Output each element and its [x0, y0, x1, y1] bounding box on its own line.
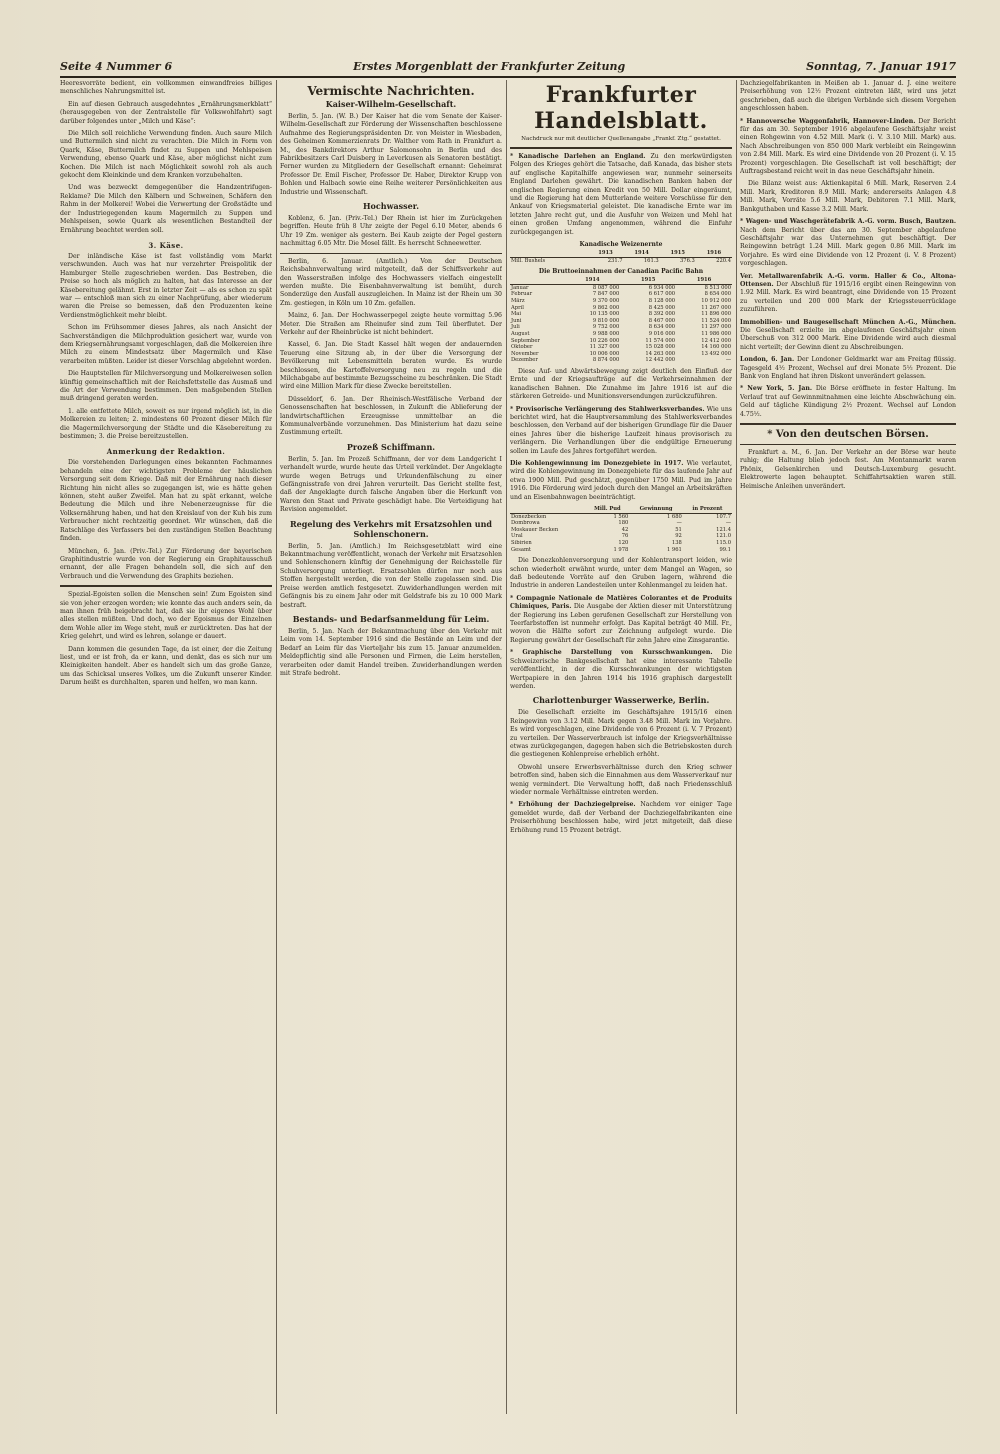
column-3: [510, 80, 732, 1414]
paragraph: Die Bilanz weist aus: Aktienkapital 6 Mill. Mark, Reserven 2.4 Mill. Mark, Kreditoren 8.9 Mill. Mark; andererseits Anlagen 4.8 Mill. Mark, Vorräte 5.6 Mill. Mark, Debitoren 7.1 Mill. Mark, Bankguthaben und Kasse 3.2 Mill. Mark.: [740, 180, 956, 213]
paragraph: Die vorstehenden Darlegungen eines bekannten Fachmannes behandeln eine der wichtigsten Probleme der häuslichen Versorgung seit dem Kriege. Daß mit der Ernährung nach dieser Richtung hin nicht alles so zugegangen ist, wie es hätte gehen können, steht außer Zweifel. Man hat zu spät erkannt, welche Bedeutung die Milch und ihre Nebenerzeugnisse für die Volksernährung haben, und hat den Kreislauf von der Kuh bis zum Verbraucher nicht rechtzeitig geordnet. Wir wünschen, daß die Ratschläge des Verfassers bei den zuständigen Stellen Beachtung finden.: [60, 459, 272, 543]
table-cell: März: [511, 298, 525, 305]
paragraph: Die Milch soll reichliche Verwendung finden. Auch saure Milch und Buttermilch sind nicht zu verachten. Die Milch in Form von Quark, Käse, Buttermilch findet zu Suppen und Mehlspeisen Verwendung, ebenso Quark und Käse, aber möglichst nicht zum Kochen. Die Milch ist nach Möglichkeit sowohl roh als auch gekocht dem Kleinkinde und dem Kranken vorzubehalten.: [60, 130, 272, 180]
section-heading: 3. Käse.: [148, 240, 184, 250]
coal-table: [510, 506, 732, 553]
article-text: Nachdem vor einiger Tage gemeldet wurde, daß der Verband der Dachziegelfabrikanten eine Preiserhöhung beschlossen habe, wird jetzt mitgeteilt, daß diese Erhöhung rund 15 Prozent beträgt.: [510, 801, 732, 834]
table-row: [510, 311, 732, 318]
table-row: [510, 533, 732, 540]
table-header-cell: Gewinnung: [629, 506, 683, 513]
paragraph: Spezial-Egoisten sollen die Menschen sein! Zum Egoisten sind sie von jeher erzogen worden; wie konnte das auch anders sein, da man ihnen früh beigebracht hat, daß sie ihr eigenes Wohl über alles stellen müßten. Und doch, wo der Egoismus der Einzelnen dem Wohle aller im Wege steht, muß er zurücktreten. Das hat der Krieg gelehrt, und wird es lehren, solange er dauert.: [60, 591, 272, 641]
article-text: Die Ausgabe der Aktien dieser mit Unterstützung der Regierung ins Leben gerufenen Gesellschaft zur Herstellung von Teerfarbstoffen ist nunmehr erfolgt. Das Kapital beträgt 40 Mill. Fr., wovon die Hälfte sofort zur Zeichnung aufgelegt wurde. Die Regierung gewährt der Gesellschaft für zehn Jahre eine Zinsgarantie.: [510, 603, 732, 644]
table-cell: Moskauer Becken: [511, 526, 559, 533]
table-header-cell: [510, 506, 585, 513]
table-row: [510, 357, 732, 364]
table-cell: —: [725, 520, 731, 527]
column-rule: [276, 80, 277, 1414]
article-heading: * Provisorische Verlängerung des Stahlwerksverbandes.: [510, 405, 705, 413]
section-heading: * Von den deutschen Börsen.: [767, 429, 929, 441]
table-row: [510, 291, 732, 298]
table-cell: 10 006 000: [589, 350, 620, 357]
table-cell: 10 912 000: [701, 298, 731, 305]
table-body: [510, 513, 732, 553]
table-cell: 9 810 000: [592, 317, 620, 324]
divider: [60, 585, 272, 587]
table-cell: 11 896 000: [701, 311, 731, 318]
table-header-row: [510, 506, 732, 513]
table-cell: 161.3: [643, 257, 659, 264]
table-cell: 9 016 000: [648, 331, 676, 337]
paragraph: [740, 218, 956, 268]
table-row: [510, 527, 732, 534]
table-cell: 8 634 000: [648, 324, 676, 331]
section-title: Vermischte Nachrichten.: [307, 84, 475, 98]
paragraph: Berlin, 5. Jan. (W. B.) Der Kaiser hat die vom Senate der Kaiser-Wilhelm-Gesellschaft zur Förderung der Wissenschaften beschlossene Aufnahme des Regierungspräsidenten Dr. von Meister in Wiesbaden, des Geheimen Kommerzienrats Dr. Walther vom Rath in Frankfurt a. M., des Bankdirektors Arthur Salomonsohn in Berlin und des Fabrikbesitzers Carl Duisberg in Leverkusen als Senatoren bestätigt. Ferner wurden zu Mitgliedern der Gesellschaft ernannt: Geheimrat Professor Dr. Emil Fischer, Professor Dr. Haber, Direktor Krupp von Bohlen und Halbach sowie eine Reihe weiterer Persönlichkeiten aus Industrie und Wissenschaft.: [280, 113, 502, 196]
table-cell: 120: [618, 540, 629, 547]
table-cell: Juni: [511, 317, 522, 324]
table-row: [510, 344, 732, 351]
table-cell: 1 961: [666, 546, 682, 553]
paragraph: Heeresvorräte bedient, ein vollkommen einwandfreies billiges menschliches Nahrungsmittel ist.: [60, 80, 272, 96]
table-header-cell: [510, 277, 564, 284]
table-title: Kanadische Weizenernte: [579, 241, 663, 249]
article-heading: * Hannoversche Waggonfabrik, Hannover-Linden.: [740, 117, 916, 125]
paragraph: Frankfurt a. M., 6. Jan. Der Verkehr an der Börse war heute ruhig; die Haltung blieb jedoch fest. Am Montanmarkt waren Phönix, Gelsenkirchen und Deutsch-Luxemburg gesucht. Elektrowerte lagen behauptet. Schiffahrtsaktien waren still. Heimische Anleihen unverändert.: [740, 449, 956, 490]
article-text: Die Gesellschaft erzielte im abgelaufenen Geschäftsjahr einen Überschuß von 312 000 Mark. Eine Dividende wird auch diesmal nicht verteilt; der Gewinn dient zu Abschreibungen.: [740, 326, 956, 351]
table-cell: 8 874 000: [592, 357, 620, 364]
article-text: Die Börse eröffnete in fester Haltung. Im Verlauf trat auf Gewinnmitnahmen eine leichte Abschwächung ein. Geld auf tägliche Kündigung 2½ Prozent. Wechsel auf London 4.75½.: [740, 385, 956, 418]
article-heading: * New York, 5. Jan.: [740, 385, 812, 393]
paragraph: München, 6. Jan. (Priv.-Tel.) Zur Förderung der bayerischen Graphitindustrie wurde von der Regierung ein Graphitausschuß ernannt, der alle Fragen behandeln soll, die sich auf den Verbrauch und die Verwendung des Graphits beziehen.: [60, 547, 272, 580]
paragraph: Der inländische Käse ist fast vollständig vom Markt verschwunden. Auch was hat nur verzehrter Preispolitik der Hamburger Stelle zugeschrieben werden. Das Bestreben, die Preise so hoch als möglich zu halten, hat das Interesse an der Käsebereitung gelähmt. Erst in letzter Zeit — als es schon zu spät war — entschloß man sich zu einer Nachprüfung, aber wiederum waren die Preise so bemessen, daß den Produzenten keine Verdienstmöglichkeit mehr bleibt.: [60, 252, 272, 319]
article-heading: * Kanadische Darlehen an England.: [510, 153, 646, 160]
article-text: Nach dem Bericht über das am 30. September abgelaufene Geschäftsjahr war das Unternehmen gut beschäftigt. Der Reingewinn beträgt 1.24 Mill. Mark gegen 0.86 Mill. Mark im Vorjahre. Es wird eine Dividende von 12 Prozent (i. V. 8 Prozent) vorgeschlagen.: [740, 226, 956, 268]
table-header-cell: 1913: [587, 250, 623, 257]
table-cell: 92: [675, 533, 682, 540]
paragraph: [510, 460, 732, 502]
table-cell: 1 560: [613, 513, 629, 520]
table-cell: August: [511, 331, 530, 337]
table-cell: 11 524 000: [701, 317, 731, 324]
table-row: [510, 298, 732, 305]
article-heading: * Wagen- und Waschgerätefabrik A.-G. vorm. Busch, Bautzen.: [740, 218, 956, 226]
table-cell: 8 513 000: [704, 284, 731, 291]
article-heading: London, 6. Jan.: [740, 356, 795, 364]
table-cell: 13 492 000: [701, 350, 731, 357]
table-cell: Februar: [511, 291, 533, 298]
table-cell: 10 226 000: [589, 337, 620, 344]
paragraph: 1. alle entfettete Milch, soweit es nur irgend möglich ist, in die Molkereien zu leiten; 2. mindestens 60 Prozent dieser Milch für die Magermilchversorgung der Städte und die Käsebereitung zu bestimmen; 3. die Preise bereitzustellen.: [60, 407, 272, 441]
paragraph: [740, 319, 956, 353]
table-body: [510, 284, 732, 364]
table-row: [510, 257, 732, 264]
table-cell: 7 847 000: [592, 291, 620, 298]
divider: [510, 147, 732, 149]
table-cell: 121.0: [716, 533, 731, 540]
table-row: [510, 338, 732, 345]
article-heading: Ver. Metallwarenfabrik A.-G. vorm. Haller & Co., Altona-Ottensen.: [740, 272, 956, 288]
table-header-cell: in Prozent: [683, 506, 732, 513]
table-cell: 9 988 000: [592, 331, 620, 337]
table-row: [510, 540, 732, 547]
article-text: Zu den merkwürdigsten Folgen des Krieges gehört die Tatsache, daß Kanada, das bisher stets auf englische Kapitalhilfe angewiesen war, nunmehr seinerseits England Darlehen gewährt. Die kanadischen Banken haben der englischen Regierung einen Kredit von 50 Mill. Dollar eingeräumt, und die Regierung hat dem Mutterlande weitere Vorschüsse für den Ankauf von Kriegsmaterial geleistet. Die kanadische Ernte war im letzten Jahre recht gut, und die Ausfuhr von Weizen und Mehl hat einen großen Umfang angenommen, während die Einfuhr zurückgegangen ist.: [510, 153, 732, 236]
article-text: Der Abschluß für 1915/16 ergibt einen Reingewinn von 1.92 Mill. Mark. Es wird beantragt, eine Dividende von 15 Prozent zu verteilen und 200 000 Mark der Kriegssteuerrücklage zuzuführen.: [740, 280, 956, 314]
table-cell: 1 978: [613, 546, 629, 553]
paragraph: [510, 595, 732, 645]
table-cell: 11 297 000: [701, 324, 731, 331]
paragraph: Kassel, 6. Jan. Die Stadt Kassel hält wegen der andauernden Teuerung eine Sitzung ab, in der über die Versorgung der Bevölkerung mit Lebensmitteln beraten wurde. Es wurde beschlossen, die Kartoffelversorgung neu zu regeln und die Milchabgabe auf bestimmte Bezugsscheine zu beschränken. Die Stadt wird eine Million Mark für diese Zwecke bereitstellen.: [280, 341, 502, 391]
table-row: [510, 331, 732, 338]
section-heading: Anmerkung der Redaktion.: [106, 447, 226, 457]
table-cell: 107.7: [716, 513, 731, 520]
paragraph: Berlin, 5. Jan. (Amtlich.) Im Reichsgesetzblatt wird eine Bekanntmachung veröffentlicht, wonach der Verkehr mit Ersatzsohlen und Sohlenschonern künftig der Genehmigung der Reichsstelle für Schuhversorgung unterliegt. Ersatzsohlen dürfen nur noch aus Stoffen hergestellt werden, die von der Stelle zugelassen sind. Die Preise werden amtlich festgesetzt. Zuwiderhandlungen werden mit Gefängnis bis zu einem Jahr oder mit Geldstrafe bis zu 10 000 Mark bestraft.: [280, 542, 502, 609]
column-1: [60, 80, 272, 1414]
table-cell: 8 392 000: [648, 311, 676, 318]
paragraph: Mainz, 6. Jan. Der Hochwasserpegel zeigte heute vormittag 5.96 Meter. Die Straßen am Rheinufer sind zum Teil überflutet. Der Verkehr auf der Rheinbrücke ist nicht behindert.: [280, 312, 502, 336]
table-cell: —: [725, 357, 731, 364]
paragraph: [510, 801, 732, 835]
table-title: Die Bruttoeinnahmen der Canadian Pacific Bahn: [538, 268, 704, 276]
paragraph: Schon im Frühsommer dieses Jahres, als nach Ansicht der Sachverständigen die Milchproduktion gesichert war, wurde von dem Kriegsernährungsamt vorgeschlagen, daß die Molkereien ihre Milch zu einem Mindestsatz über Magermilch und Käse verarbeiten müßten. Leider ist dieser Vorschlag abgelehnt worden.: [60, 324, 272, 365]
table-cell: Dezember: [511, 357, 538, 364]
table-cell: 9 752 000: [592, 324, 620, 331]
table-header-cell: 1915: [660, 250, 696, 257]
table-cell: Sibirien: [511, 540, 532, 547]
table-header-row: [510, 250, 732, 257]
paragraph: [740, 273, 956, 315]
table-cell: 8 087 000: [592, 284, 620, 291]
table-cell: 14 160 000: [701, 344, 731, 351]
table-cell: September: [511, 337, 540, 344]
table-cell: 220.4: [716, 257, 731, 264]
table-header-cell: 1914: [564, 277, 620, 284]
paragraph: [510, 406, 732, 456]
railway-table: [510, 277, 732, 364]
table-cell: 11 574 000: [645, 337, 676, 344]
table-cell: 42: [621, 526, 629, 533]
table-cell: 231.7: [607, 257, 623, 264]
table-row: [510, 318, 732, 325]
table-cell: 9 862 000: [592, 304, 620, 311]
paragraph: Berlin, 6. Januar. (Amtlich.) Von der Deutschen Reichsbahnverwaltung wird mitgeteilt, daß der Schiffsverkehr auf den Wasserstraßen infolge des Hochwassers vielfach eingestellt werden mußte. Die Eisenbahnverwaltung ist bemüht, durch Sonderzüge den Ausfall auszugleichen. In Mainz ist der Rhein um 30 Zm. gestiegen, in Köln um 10 Zm. gefallen.: [280, 257, 502, 307]
table-cell: Januar: [511, 284, 529, 291]
section-heading: Bestands- und Bedarfsanmeldung für Leim.: [292, 613, 490, 624]
section-subtitle: Kaiser-Wilhelm-Gesellschaft.: [325, 99, 457, 109]
table-row: [510, 520, 732, 527]
paragraph: Koblenz, 6. Jan. (Priv.-Tel.) Der Rhein ist hier im Zurückgehen begriffen. Heute früh 8 Uhr zeigte der Pegel 6.10 Meter, abends 6 Uhr 19 Zm. weniger als gestern. Bei Kaub zeigte der Pegel gestern nachmittag 6.05 Mtr. Die Mosel fällt. Es herrscht Schneewetter.: [280, 215, 502, 248]
wheat-table: [510, 250, 732, 264]
table-cell: 121.4: [716, 526, 731, 533]
paragraph: Berlin, 5. Jan. Nach der Bekanntmachung über den Verkehr mit Leim vom 14. September 1916 sind die Bestände an Leim und der Bedarf an Leim für das Vierteljahr bis zum 15. Januar anzumelden. Meldepflichtig sind alle Personen und Firmen, die Leim herstellen, verarbeiten oder damit Handel treiben. Zuwiderhandlungen werden mit Strafe bedroht.: [280, 627, 502, 677]
table-header-cell: [510, 250, 587, 257]
table-cell: 9 370 000: [592, 298, 620, 305]
table-cell: 1 680: [666, 513, 682, 520]
column-4: [740, 80, 956, 1414]
table-cell: 12 442 000: [645, 357, 676, 364]
table-header-cell: 1914: [624, 250, 660, 257]
paragraph: [740, 385, 956, 419]
masthead-title: Frankfurter Handelsblatt.: [534, 82, 708, 134]
table-row: [510, 284, 732, 291]
article-heading: Die Kohlengewinnung im Donezgebiete in 1917.: [510, 460, 684, 468]
paragraph: Obwohl unsere Erwerbsverhältnisse durch den Krieg schwer betroffen sind, haben sich die Einnahmen aus dem Wasserverkauf nur wenig vermindert. Die Verwaltung hofft, daß nach Friedensschluß wieder normale Verhältnisse eintreten werden.: [510, 763, 732, 796]
table-cell: 51: [675, 526, 682, 533]
article-heading: Immobilien- und Baugesellschaft München A.-G., München.: [740, 318, 956, 326]
section-heading: Prozeß Schiffmann.: [346, 441, 436, 452]
table-header-cell: 1915: [620, 277, 676, 284]
section-heading: Regelung des Verkehrs mit Ersatzsohlen und Sohlenschonern.: [289, 518, 492, 539]
table-cell: 6 617 000: [648, 291, 676, 298]
table-cell: Oktober: [511, 344, 533, 351]
table-cell: 11 986 000: [701, 331, 731, 337]
header-right: Sonntag, 7. Januar 1917: [806, 59, 956, 73]
article-heading: * Erhöhung der Dachziegelpreise.: [510, 801, 636, 809]
table-cell: —: [676, 520, 682, 527]
table-cell: Gesamt: [511, 546, 531, 553]
table-cell: Mai: [511, 311, 522, 318]
section-heading: Hochwasser.: [362, 201, 419, 212]
divider: [740, 444, 956, 445]
paragraph: Die Gesellschaft erzielte im Geschäftsjahre 1915/16 einen Reingewinn von 3.12 Mill. Mark gegen 3.48 Mill. Mark im Vorjahre. Es wird vorgeschlagen, eine Dividende von 6 Prozent (i. V. 7 Prozent) zu verteilen. Der Wasserverbrauch ist infolge der Kriegsverhältnisse etwas zurückgegangen, dagegen haben sich die Betriebskosten durch die gestiegenen Kohlenpreise erheblich erhöht.: [510, 709, 732, 759]
column-rule: [736, 80, 737, 1414]
divider: [280, 253, 502, 254]
table-cell: 8 128 000: [648, 298, 676, 305]
header-left: Seite 4 Nummer 6: [60, 59, 173, 73]
column-2: [280, 80, 502, 1414]
table-cell: 8 654 000: [704, 291, 731, 298]
table-cell: 8 425 000: [648, 304, 676, 311]
table-cell: 8 467 000: [648, 317, 676, 324]
table-cell: Mill. Bushels: [511, 257, 546, 264]
table-cell: 180: [618, 520, 629, 527]
paragraph: Die Hauptstellen für Milchversorgung und Molkereiwesen sollen künftig gemeinschaftlich mit der Reichsfettstelle das Ausmaß und die Art der Verwendung bestimmen. Den maßgebenden Stellen muß dringend geraten werden.: [60, 370, 272, 403]
header-center: Erstes Morgenblatt der Frankfurter Zeitung: [353, 59, 626, 73]
paragraph: [510, 649, 732, 691]
table-body: [510, 257, 732, 264]
article-text: Die Schweizerische Bankgesellschaft hat eine interessante Tabelle veröffentlicht, in der die Kursschwankungen der wichtigsten Wertpapiere in den Jahren 1914 bis 1916 graphisch dargestellt werden.: [510, 649, 732, 690]
table-header-cell: Mill. Pud: [585, 506, 629, 513]
table-cell: Ural: [511, 533, 523, 540]
table-cell: 10 135 000: [589, 311, 620, 318]
page-header: [60, 58, 956, 74]
article-heading: * Graphische Darstellung von Kursschwankungen.: [510, 649, 713, 657]
paragraph: Düsseldorf, 6. Jan. Der Rheinisch-Westfälische Verband der Genossenschaften hat beschlossen, in Zukunft die Ablieferung der landwirtschaftlichen Erzeugnisse unmittelbar an die Kommunalverbände vorzunehmen. Das Ministerium hat dazu seine Zustimmung erteilt.: [280, 395, 502, 437]
paragraph: Und was bezweckt demgegenüber die Handzentrifugen-Reklame? Die Milch den Kälbern und Schweinen, Schäfern den Rahm in der Molkerei! Wobei die Verwertung der Großstädte und der Industriegegenden kaum Magermilch zu Suppen und Mehlspeisen, sowie Quark als wesentlichen Bestandteil der Ernährung beachtet werden soll.: [60, 184, 272, 234]
table-cell: Dombrowa: [511, 520, 540, 527]
header-rule: [60, 76, 956, 78]
paragraph: [740, 118, 956, 177]
masthead-subtitle: Nachdruck nur mit deutlicher Quellenangabe „Frankf. Ztg.“ gestattet.: [521, 136, 721, 142]
table-row: [510, 513, 732, 520]
table-header-cell: 1916: [696, 250, 732, 257]
table-row: [510, 351, 732, 358]
paragraph: Dann kommen die gesunden Tage, da ist einer, der die Zeitung liest, und er ist froh, da er kann, und denkt, das es sich nur um Kleinigkeiten handelt. Aber es handelt sich um das große Ganze, um das Schicksal unseres Volkes, um die Zukunft unserer Kinder. Darum heißt es durchhalten, sparen und helfen, wo man kann.: [60, 645, 272, 687]
table-header-row: [510, 277, 732, 284]
table-row: [510, 305, 732, 312]
article-text: Wie verlautet, wird die Kohlengewinnung im Donezgebiete für das laufende Jahr auf etwa 1900 Mill. Pud geschätzt, gegenüber 1750 Mill. Pud im Jahre 1916. Die Förderung wird jedoch durch den Mangel an Arbeitskräften und an Eisenbahnwagen beeinträchtigt.: [510, 460, 732, 501]
article-text: Der Bericht für das am 30. September 1916 abgelaufene Geschäftsjahr weist einen Rohgewinn von 4.52 Mill. Mark (i. V. 3.10 Mill. Mark) aus. Nach Abschreibungen von 850 000 Mark verbleibt ein Reingewinn von 2.84 Mill. Mark. Es wird eine Dividende von 20 Prozent (i. V. 15 Prozent) vorgeschlagen. Die Gesellschaft ist voll beschäftigt; der Auftragsbestand reicht weit in das neue Geschäftsjahr hinein.: [740, 117, 956, 176]
paragraph: Dachziegelfabrikanten in Meißen ab 1. Januar d. J. eine weitere Preiserhöhung von 12½ Prozent eintreten läßt, wird uns jetzt geschrieben, daß auch die übrigen Verbände sich diesem Vorgehen angeschlossen haben.: [740, 80, 956, 113]
divider: [740, 423, 956, 425]
table-cell: Juli: [511, 324, 520, 331]
table-row: [510, 547, 732, 554]
column-rule: [506, 80, 507, 1414]
paragraph: Die Donezkohlenversorgung und der Kohlentransport leiden, wie schon wiederholt erwähnt wurde, unter dem Mangel an Wagen, so daß bedeutende Vorräte auf den Gruben lagern, während die Industrie in anderen Landesteilen unter Kohlenmangel zu leiden hat.: [510, 557, 732, 590]
table-cell: 138: [671, 540, 682, 547]
table-cell: Donezbecken: [511, 513, 547, 520]
table-header-cell: 1916: [676, 277, 732, 284]
table-cell: 12 412 000: [701, 337, 731, 344]
paragraph: [510, 153, 732, 237]
table-cell: 99.1: [719, 546, 731, 553]
table-cell: 376.3: [679, 257, 695, 264]
paragraph: Berlin, 5. Jan. Im Prozeß Schiffmann, der vor dem Landgericht I verhandelt wurde, wurde heute das Urteil verkündet. Der Angeklagte wurde wegen Betrugs und Urkundenfälschung zu einer Gefängnisstrafe von drei Jahren verurteilt. Das Gericht stellte fest, daß der Angeklagte durch falsche Angaben über die Herkunft von Waren den Staat und Private geschädigt habe. Die Verteidigung hat Revision angemeldet.: [280, 455, 502, 514]
section-heading: Charlottenburger Wasserwerke, Berlin.: [532, 695, 710, 706]
article-text: Wie uns berichtet wird, hat die Hauptversammlung des Stahlwerksverbandes beschlossen, den Verband auf der bisherigen Grundlage für die Dauer eines Jahres über die bisherige Laufzeit hinaus provisorisch zu verlängern. Die Verhandlungen über die endgültige Erneuerung sollen im Laufe des Jahres fortgeführt werden.: [510, 405, 732, 455]
table-cell: 115.0: [716, 540, 731, 547]
paragraph: Diese Auf- und Abwärtsbewegung zeigt deutlich den Einfluß der Ernte und der Kriegsaufträge auf die Verkehrseinnahmen der kanadischen Bahnen. Die Zunahme im Jahre 1916 ist auf die stärkeren Getreide- und Munitionsversendungen zurückzuführen.: [510, 367, 732, 401]
table-row: [510, 324, 732, 331]
paragraph: [740, 356, 956, 381]
table-cell: 11 267 000: [701, 304, 731, 311]
paragraph: Ein auf diesen Gebrauch ausgedehntes „Ernährungsmerkblatt“ (herausgegeben von der Zentralstelle für Volkswohlfahrt) sagt darüber folgendes unter „Milch und Käse“:: [60, 100, 272, 125]
table-cell: 14 263 000: [645, 350, 676, 357]
table-cell: April: [511, 304, 524, 311]
table-cell: 15 028 000: [645, 344, 676, 351]
article-heading: * Compagnie Nationale de Matières Colorantes et de Produits Chimiques, Paris.: [510, 594, 732, 611]
table-cell: November: [511, 350, 539, 357]
table-cell: 76: [621, 533, 629, 540]
table-cell: 6 934 000: [648, 284, 676, 291]
article-text: Der Londoner Geldmarkt war am Freitag flüssig. Tagesgeld 4½ Prozent, Wechsel auf drei Monate 5½ Prozent. Die Bank von England hat ihren Diskont unverändert gelassen.: [740, 356, 956, 380]
table-cell: 11 327 000: [589, 344, 620, 351]
